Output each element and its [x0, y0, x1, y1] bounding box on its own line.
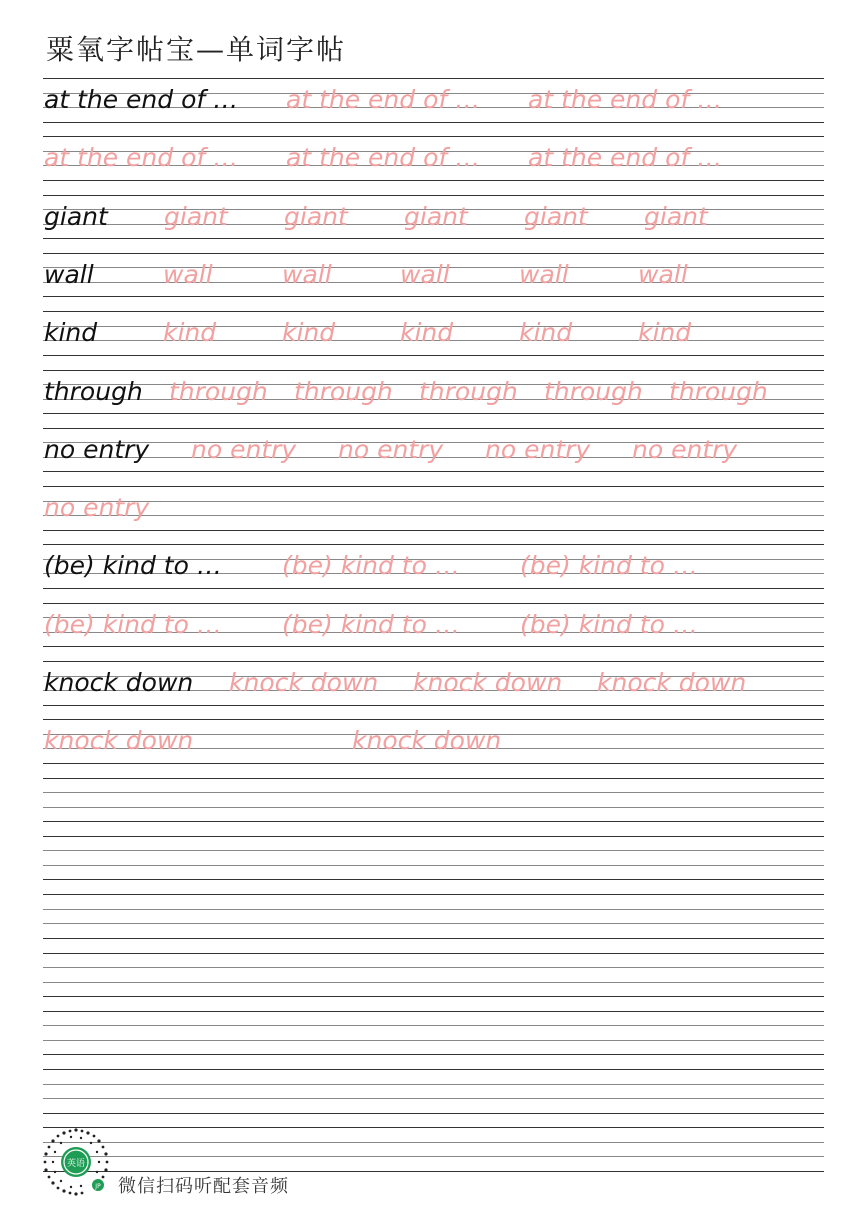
model-word: wall — [44, 259, 94, 289]
trace-word: at the end of … — [44, 143, 239, 173]
svg-text:英语: 英语 — [66, 1159, 86, 1169]
trace-word: at the end of … — [286, 85, 481, 114]
trace-word: (be) kind to … — [520, 551, 698, 581]
rule-line — [43, 996, 824, 997]
rule-line — [43, 967, 824, 968]
trace-word: no entry — [338, 434, 444, 464]
rule-line — [43, 78, 824, 79]
rule-line — [43, 603, 824, 604]
trace-word: wall — [638, 259, 688, 289]
qr-code-icon — [41, 1127, 111, 1197]
rule-line — [43, 836, 824, 837]
trace-word: through — [294, 376, 393, 406]
trace-word: wall — [282, 259, 332, 289]
rule-line — [43, 719, 824, 720]
rule-line — [43, 1025, 824, 1026]
rule-line — [43, 544, 824, 545]
rule-line — [43, 122, 824, 123]
rule-line — [43, 1142, 824, 1143]
trace-word: through — [544, 376, 643, 406]
trace-word: at the end of … — [528, 143, 723, 173]
rule-line — [43, 515, 824, 516]
rule-line — [43, 428, 824, 429]
rule-line — [43, 1113, 824, 1114]
trace-word: giant — [284, 201, 348, 231]
model-word: at the end of … — [44, 85, 239, 114]
trace-word: knock down — [597, 668, 747, 697]
rule-line — [43, 180, 824, 181]
trace-word: kind — [519, 318, 573, 348]
rule-line — [43, 807, 824, 808]
trace-word: giant — [524, 201, 588, 231]
trace-word: no entry — [485, 434, 591, 464]
trace-word: kind — [282, 318, 336, 348]
rule-line — [43, 195, 824, 196]
trace-word: (be) kind to … — [44, 609, 222, 639]
rule-line — [43, 953, 824, 954]
model-word: through — [44, 376, 143, 406]
rule-line — [43, 778, 824, 779]
rule-line — [43, 1040, 824, 1041]
rule-line — [43, 1156, 824, 1157]
trace-word: (be) kind to … — [282, 609, 460, 639]
rule-line — [43, 821, 824, 822]
rule-line — [43, 865, 824, 866]
rule-line — [43, 311, 824, 312]
trace-word: wall — [400, 259, 450, 289]
rule-line — [43, 792, 824, 793]
svg-text:JP: JP — [95, 1183, 101, 1190]
rule-line — [43, 1011, 824, 1012]
footer-caption: 微信扫码听配套音频 — [118, 1176, 289, 1197]
trace-word: (be) kind to … — [282, 551, 460, 581]
model-word: giant — [44, 201, 108, 231]
rule-line — [43, 253, 824, 254]
trace-word: no entry — [44, 493, 150, 523]
rule-line — [43, 661, 824, 662]
rule-line — [43, 909, 824, 910]
rule-line — [43, 471, 824, 472]
rule-line — [43, 370, 824, 371]
handwriting-sheet — [43, 0, 824, 1227]
trace-word: through — [419, 376, 518, 406]
rule-line — [43, 938, 824, 939]
model-word: knock down — [44, 668, 194, 697]
trace-word: kind — [638, 318, 692, 348]
rule-line — [43, 705, 824, 706]
rule-line — [43, 1069, 824, 1070]
trace-word: through — [669, 376, 768, 406]
rule-line — [43, 1098, 824, 1099]
model-word: no entry — [44, 434, 150, 464]
trace-word: no entry — [191, 434, 297, 464]
trace-word: giant — [404, 201, 468, 231]
rule-line — [43, 486, 824, 487]
rule-line — [43, 530, 824, 531]
rule-line — [43, 355, 824, 356]
rule-line — [43, 646, 824, 647]
rule-line — [43, 894, 824, 895]
trace-word: knock down — [413, 668, 563, 697]
rule-line — [43, 296, 824, 297]
trace-word: kind — [163, 318, 217, 348]
rule-line — [43, 413, 824, 414]
rule-line — [43, 763, 824, 764]
rule-line — [43, 850, 824, 851]
trace-word: no entry — [632, 434, 738, 464]
rule-line — [43, 923, 824, 924]
rule-line — [43, 1054, 824, 1055]
trace-word: (be) kind to … — [520, 609, 698, 639]
trace-word: knock down — [44, 726, 194, 756]
trace-word: giant — [164, 201, 228, 231]
trace-word: wall — [519, 259, 569, 289]
trace-word: knock down — [352, 726, 502, 756]
trace-word: wall — [163, 259, 213, 289]
rule-line — [43, 136, 824, 137]
model-word: (be) kind to … — [44, 551, 222, 581]
rule-line — [43, 982, 824, 983]
model-word: kind — [44, 318, 98, 348]
trace-word: at the end of … — [528, 85, 723, 114]
rule-line — [43, 1127, 824, 1128]
page-title: 粟氧字帖宝—单词字帖 — [46, 33, 347, 66]
trace-word: giant — [644, 201, 708, 231]
rule-line — [43, 588, 824, 589]
trace-word: kind — [400, 318, 454, 348]
rule-line — [43, 501, 824, 502]
trace-word: through — [169, 376, 268, 406]
rule-line — [43, 1084, 824, 1085]
trace-word: at the end of … — [286, 143, 481, 173]
rule-line — [43, 238, 824, 239]
trace-word: knock down — [229, 668, 379, 697]
rule-line — [43, 879, 824, 880]
